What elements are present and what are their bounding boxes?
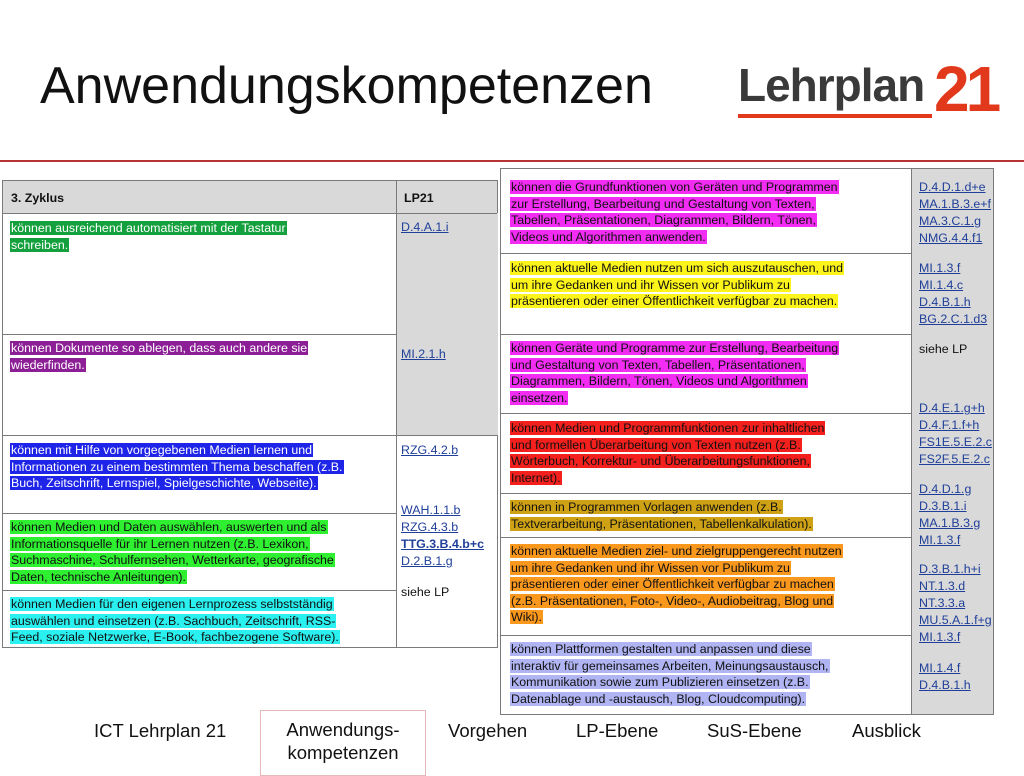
competence-row-4 — [10, 519, 335, 585]
lp-reference-link[interactable]: MI.1.3.f — [919, 533, 961, 547]
row-divider — [501, 253, 911, 254]
competence-text: wiederfinden. — [11, 357, 85, 372]
row-divider — [501, 493, 911, 494]
nav-label-line-2: kompetenzen — [287, 742, 399, 763]
competence-text: können mit Hilfe von vorgegebenen Medien lernen und — [11, 443, 313, 457]
competence-row-7 — [510, 641, 830, 707]
row-divider — [3, 435, 497, 436]
lp-reference-link[interactable]: MI.1.3.f — [919, 261, 961, 275]
lp-reference-link[interactable]: D.4.A.1.i — [401, 220, 449, 234]
lp-reference-link[interactable]: MI.1.4.f — [919, 661, 961, 675]
lp-reference-link[interactable]: NT.1.3.d — [919, 579, 966, 593]
row-divider — [3, 590, 396, 591]
competence-text: präsentieren oder einer Öffentlichkeit verfügbar zu machen. — [511, 294, 838, 308]
row-divider — [3, 334, 396, 335]
competence-text: Informationsquelle für ihr Lernen nutzen (z.B. Lexikon, — [11, 536, 309, 551]
competence-text: Datenablage und -austausch, Blog, Cloudcomputing). — [511, 691, 806, 706]
competence-text: präsentieren oder einer Öffentlichkeit verfügbar zu machen — [511, 577, 834, 591]
lp-reference-link[interactable]: MA.1.B.3.e+f — [919, 197, 991, 211]
lp-reference-link[interactable]: D.4.E.1.g+h — [919, 401, 985, 415]
logo-text: Lehrplan — [738, 59, 925, 111]
lp-reference-link[interactable]: D.3.B.1.h+i — [919, 562, 981, 576]
row-divider — [3, 513, 396, 514]
competence-text: können ausreichend automatisiert mit der Tastatur — [11, 221, 286, 235]
logo-underline — [738, 114, 932, 118]
competence-text: Daten, technische Anleitungen). — [11, 569, 186, 584]
page-title: Anwendungskompetenzen — [40, 57, 653, 115]
row-divider — [3, 213, 497, 214]
competence-row-1 — [10, 220, 287, 253]
header-lp21: LP21 — [404, 191, 434, 205]
competence-row-2 — [510, 260, 844, 310]
competence-text: können Geräte und Programme zur Erstellung, Bearbeitung — [511, 341, 839, 355]
competence-text: können Dokumente so ablegen, dass auch andere sie — [11, 341, 308, 355]
competence-text: Videos und Algorithmen anwenden. — [511, 229, 706, 244]
competence-text: zur Erstellung, Bearbeitung und Gestaltung von Texten, — [511, 196, 815, 211]
competence-row-4 — [510, 420, 825, 486]
competence-text: können die Grundfunktionen von Geräten und Programmen — [511, 180, 838, 194]
lp-reference-link[interactable]: D.4.F.1.f+h — [919, 418, 980, 432]
competence-text: Wiki). — [511, 610, 542, 624]
title-divider — [0, 160, 1024, 162]
competence-text: Suchmaschine, Schulfernsehen, Wetterkarte, geografische — [11, 553, 334, 567]
lp-reference-link[interactable]: BG.2.C.1.d3 — [919, 312, 988, 326]
competence-row-1 — [510, 179, 839, 245]
lp-reference-link[interactable]: MI.1.4.c — [919, 278, 964, 292]
lp-reference-link[interactable]: MA.3.C.1.g — [919, 214, 981, 228]
competence-row-3 — [10, 442, 344, 492]
see-lp-note: siehe LP — [919, 342, 968, 356]
nav-item-ausblick[interactable]: Ausblick — [852, 720, 921, 741]
lp-reference-link[interactable]: D.4.D.1.d+e — [919, 180, 986, 194]
competence-text: auswählen und einsetzen (z.B. Sachbuch, Zeitschrift, RSS- — [11, 613, 336, 628]
competence-text: Wörterbuch, Korrektur- und Überarbeitungsfunktionen, — [511, 454, 810, 468]
nav-label-line-1: Anwendungs- — [286, 719, 400, 740]
row-divider — [501, 537, 911, 538]
lp-reference-link[interactable]: NT.3.3.a — [919, 596, 966, 610]
row-divider — [501, 334, 911, 335]
lp-reference-link[interactable]: D.4.B.1.h — [919, 678, 971, 692]
nav-item-vorgehen[interactable]: Vorgehen — [448, 720, 528, 741]
row-divider — [501, 413, 911, 414]
lp-reference-link[interactable]: D.3.B.1.i — [919, 499, 967, 513]
lp21-shade — [397, 213, 498, 435]
competence-text: und Gestaltung von Texten, Tabellen, Präsentationen, — [511, 357, 805, 372]
lp-reference-link[interactable]: D.4.D.1.g — [919, 482, 972, 496]
competence-text: können aktuelle Medien ziel- und zielgruppengerecht nutzen — [511, 544, 842, 558]
competence-text: um ihre Gedanken und ihr Wissen vor Publikum zu — [511, 560, 790, 575]
nav-item-sus-ebene[interactable]: SuS-Ebene — [707, 720, 802, 741]
lp-reference-link[interactable]: RZG.4.2.b — [401, 443, 459, 457]
competence-text: Textverarbeitung, Präsentationen, Tabellenkalkulation). — [511, 516, 812, 531]
competence-row-3 — [510, 340, 839, 406]
competence-text: können aktuelle Medien nutzen um sich auszutauschen, und — [511, 261, 844, 275]
competence-text: schreiben. — [11, 237, 69, 252]
logo-number: 21 — [934, 53, 998, 125]
competence-text: Internet). — [511, 470, 561, 485]
column-divider — [396, 181, 397, 647]
nav-item-lp-ebene[interactable]: LP-Ebene — [576, 720, 659, 741]
lp-reference-link[interactable]: D.4.B.1.h — [919, 295, 971, 309]
competence-text: und formellen Überarbeitung von Texten nutzen (z.B. — [511, 437, 801, 452]
lp-reference-link[interactable]: RZG.4.3.b — [401, 520, 459, 534]
competence-text: können Medien für den eigenen Lernprozess selbstständig — [11, 597, 333, 611]
nav-item-anwendungskompetenzen[interactable] — [260, 718, 426, 764]
row-divider — [501, 635, 911, 636]
competence-text: interaktiv für gemeinsames Arbeiten, Meinungsaustausch, — [511, 658, 829, 673]
see-lp-note: siehe LP — [401, 585, 450, 599]
header-zyklus: 3. Zyklus — [11, 191, 65, 205]
competence-text: können Medien und Daten auswählen, auswerten und als — [11, 520, 327, 534]
competence-text: Diagrammen, Bildern, Tönen, Videos und Algorithmen — [511, 374, 807, 388]
lp-reference-link[interactable]: NMG.4.4.f1 — [919, 231, 983, 245]
lp-reference-link[interactable]: TTG.3.B.4.b+c — [401, 537, 484, 551]
bottom-navigation — [0, 708, 1024, 768]
lp-reference-link[interactable]: MU.5.A.1.f+g — [919, 613, 992, 627]
competence-text: Buch, Zeitschrift, Lernspiel, Spielgeschichte, Webseite). — [11, 476, 317, 490]
lp-reference-link[interactable]: MI.2.1.h — [401, 347, 446, 361]
lp-reference-link[interactable]: MA.1.B.3.g — [919, 516, 981, 530]
competence-text: (z.B. Präsentationen, Foto-, Video-, Audiobeitrag, Blog und — [511, 593, 834, 608]
competence-row-5 — [510, 499, 813, 532]
competence-text: können in Programmen Vorlagen anwenden (z.B. — [511, 500, 782, 514]
lp-reference-link[interactable]: MI.1.3.f — [919, 630, 961, 644]
right-curriculum-table — [500, 168, 994, 715]
competence-text: einsetzen. — [511, 390, 568, 405]
competence-text: Feed, soziale Netzwerke, E-Book, fachbezogene Software). — [11, 630, 339, 644]
competence-text: Tabellen, Präsentationen, Diagrammen, Bildern, Tönen, — [511, 213, 816, 227]
competence-text: können Medien und Programmfunktionen zur inhaltlichen — [511, 421, 825, 435]
competence-text: können Plattformen gestalten und anpassen und diese — [511, 642, 811, 656]
competence-text: um ihre Gedanken und ihr Wissen vor Publikum zu — [511, 277, 790, 292]
competence-row-5 — [10, 596, 340, 646]
competence-row-6 — [510, 543, 843, 626]
competence-text: Informationen zu einem bestimmten Thema beschaffen (z.B. — [11, 459, 343, 474]
nav-item-ict-lehrplan-21[interactable]: ICT Lehrplan 21 — [94, 720, 227, 741]
lehrplan21-logo — [738, 53, 1006, 125]
column-divider — [911, 169, 912, 714]
lp-reference-link[interactable]: D.2.B.1.g — [401, 554, 453, 568]
lp-reference-link[interactable]: WAH.1.1.b — [401, 503, 461, 517]
left-curriculum-table — [2, 180, 498, 648]
lp-reference-link[interactable]: FS1E.5.E.2.c — [919, 435, 993, 449]
competence-text: Kommunikation sowie zum Publizieren einsetzen (z.B. — [511, 675, 809, 689]
competence-row-2 — [10, 340, 308, 373]
lp-reference-link[interactable]: FS2F.5.E.2.c — [919, 452, 990, 466]
